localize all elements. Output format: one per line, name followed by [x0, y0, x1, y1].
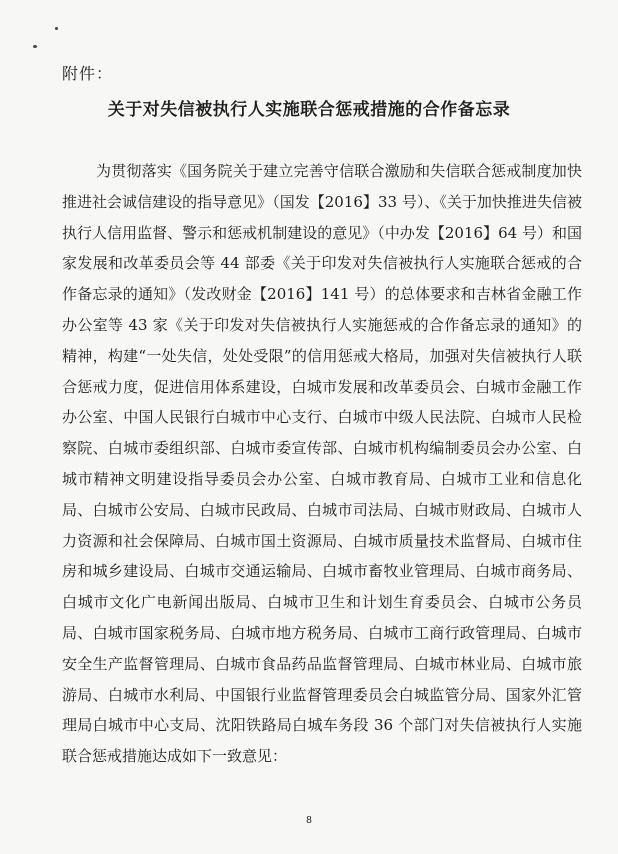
scan-speck — [33, 45, 37, 48]
scan-speck — [55, 27, 58, 30]
body-paragraph: 为贯彻落实《国务院关于建立完善守信联合激励和失信联合惩戒制度加快推进社会诚信建设的指导意见》（国发【2016】33 号）、《关于加快推进失信被执行人信用监督、警示和惩戒机制建设的意见》（中办发【2016】64 号）和国家发展和改革委员会等 44 部委《关于印发对失信被执行人实施联合惩戒的合作备忘录的通知》（发改财金【2016】141 号）的总体要求和吉林省金融工作办公室等 43 家《关于印发对失信被执行人实施惩戒的合作备忘录的通知》的精神，构建“一处失信，处处受限”的信用惩戒大格局，加强对失信被执行人联合惩戒力度，促进信用体系建设，白城市发展和改革委员会、白城市金融工作办公室、中国人民银行白城市中心支行、白城市中级人民法院、白城市人民检察院、白城市委组织部、白城市委宣传部、白城市机构编制委员会办公室、白城市精神文明建设指导委员会办公室、白城市教育局、白城市工业和信息化局、白城市公安局、白城市民政局、白城市司法局、白城市财政局、白城市人力资源和社会保障局、白城市国土资源局、白城市质量技术监督局、白城市住房和城乡建设局、白城市交通运输局、白城市畜牧业管理局、白城市商务局、白城市文化广电新闻出版局、白城市卫生和计划生育委员会、白城市公务员局、白城市国家税务局、白城市地方税务局、白城市工商行政管理局、白城市安全生产监督管理局、白城市食品药品监督管理局、白城市林业局、白城市旅游局、白城市水利局、中国银行业监督管理委员会白城监管分局、国家外汇管理局白城市中心支局、沈阳铁路局白城车务段 36 个部门对失信被执行人实施联合惩戒措施达成如下一致意见： — [62, 162, 582, 766]
page-number: 8 — [306, 815, 312, 826]
body-text — [62, 156, 582, 772]
page-title: 关于对失信被执行人实施联合惩戒措施的合作备忘录 — [107, 100, 511, 120]
attachment-label: 附件： — [62, 64, 114, 83]
